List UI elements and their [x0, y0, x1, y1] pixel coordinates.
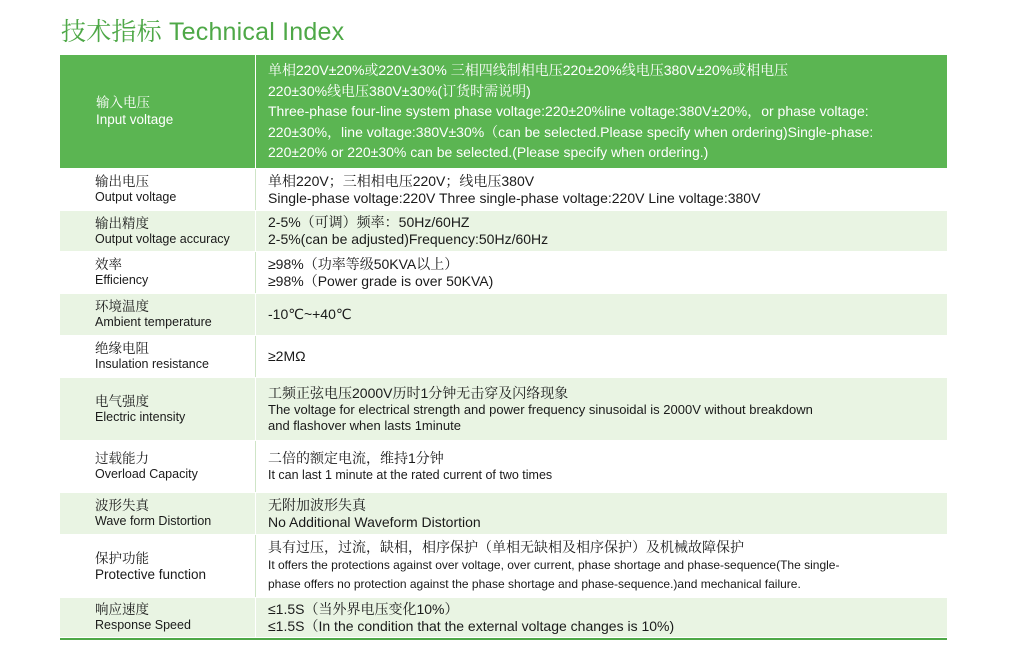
spec-value-line: ≥2MΩ — [268, 348, 306, 364]
spec-row-ambient-temperature — [60, 294, 947, 336]
spec-label-cn: 环境温度 — [95, 299, 149, 314]
spec-label-en: Input voltage — [96, 112, 174, 127]
spec-value-line: It can last 1 minute at the rated current of two times — [268, 468, 553, 482]
spec-label-en: Output voltage accuracy — [95, 231, 230, 246]
spec-label — [60, 535, 256, 597]
spec-label-en: Output voltage — [95, 190, 177, 204]
spec-label-en: Response Speed — [95, 618, 191, 632]
spec-label-cn: 响应速度 — [95, 602, 149, 617]
spec-label — [60, 378, 256, 440]
spec-value-line: 220±30%线电压380V±30%(订货时需说明) — [268, 82, 531, 99]
spec-value — [256, 169, 947, 210]
spec-value — [256, 55, 947, 168]
spec-value-line: 工频正弦电压2000V历时1分钟无击穿及闪络现象 — [268, 384, 569, 401]
spec-value — [256, 211, 947, 251]
spec-value-line: 2-5%(can be adjusted)Frequency:50Hz/60Hz — [268, 231, 549, 247]
spec-label-cn: 绝缘电阻 — [95, 341, 149, 356]
spec-label — [60, 336, 256, 377]
spec-value-line: -10℃~+40℃ — [268, 306, 352, 322]
spec-value-line: The voltage for electrical strength and power frequency sinusoidal is 2000V without breakdown — [268, 401, 813, 417]
spec-label-en: Insulation resistance — [95, 357, 209, 371]
spec-value-line: phase offers no protection against the phase shortage and phase-sequence.)and mechanical failure. — [268, 576, 801, 591]
spec-value-line: ≥98%（Power grade is over 50KVA) — [268, 272, 494, 289]
spec-label-en: Ambient temperature — [95, 315, 212, 329]
spec-label-cn: 过载能力 — [95, 451, 149, 466]
spec-value-line: ≤1.5S（In the condition that the external voltage changes is 10%) — [268, 617, 675, 634]
spec-row-response-speed — [60, 598, 947, 638]
spec-table — [60, 55, 947, 640]
spec-value-line: It offers the protections against over voltage, over current, phase shortage and phase-sequence(The single- — [268, 557, 840, 572]
spec-label — [60, 598, 256, 637]
spec-row-insulation-resistance — [60, 336, 947, 378]
spec-value — [256, 336, 947, 377]
spec-label-cn: 效率 — [95, 257, 122, 272]
spec-value-line: 具有过压，过流，缺相，相序保护（单相无缺相及相序保护）及机械故障保护 — [268, 538, 744, 555]
spec-row-electric-intensity — [60, 378, 947, 441]
spec-row-input-voltage — [60, 55, 947, 169]
spec-value-line: 单相220V；三相相电压220V；线电压380V — [268, 172, 535, 189]
spec-value-line: 220±20% or 220±30% can be selected.(Please specify when ordering.) — [268, 144, 709, 161]
spec-value-line: 无附加波形失真 — [268, 496, 366, 513]
spec-label-cn: 输出精度 — [95, 215, 149, 231]
spec-value-line: 220±30%，line voltage:380V±30%（can be selected.Please specify when ordering)Single-phase: — [268, 123, 874, 140]
spec-value-line: and flashover when lasts 1minute — [268, 417, 461, 433]
spec-label — [60, 169, 256, 210]
spec-label — [60, 211, 256, 251]
spec-value-line: Three-phase four-line system phase voltage:220±20%line voltage:380V±20%，or phase voltage: — [268, 103, 869, 120]
spec-value-line: Single-phase voltage:220V Three single-phase voltage:220V Line voltage:380V — [268, 189, 761, 206]
spec-label — [60, 252, 256, 293]
spec-row-overload-capacity — [60, 441, 947, 493]
spec-row-efficiency — [60, 252, 947, 294]
spec-label — [60, 55, 256, 168]
spec-label-en: Electric intensity — [95, 409, 186, 424]
spec-value-line: No Additional Waveform Distortion — [268, 513, 481, 530]
spec-label-cn: 保护功能 — [95, 550, 149, 566]
spec-value — [256, 378, 947, 440]
spec-label-cn: 输出电压 — [95, 174, 149, 189]
spec-value-line: ≤1.5S（当外界电压变化10%） — [268, 600, 459, 617]
spec-row-output-voltage — [60, 169, 947, 211]
spec-value-line: 2-5%（可调）频率：50Hz/60HZ — [268, 214, 470, 230]
spec-value — [256, 252, 947, 293]
spec-row-output-accuracy — [60, 211, 947, 252]
spec-value-line: 二倍的额定电流，维持1分钟 — [268, 450, 444, 466]
spec-row-protective-function — [60, 535, 947, 598]
page-title: 技术指标 Technical Index — [61, 18, 345, 46]
spec-value — [256, 441, 947, 492]
spec-label-cn: 波形失真 — [95, 498, 149, 513]
spec-label-cn: 电气强度 — [95, 393, 149, 409]
spec-label — [60, 441, 256, 492]
spec-label — [60, 493, 256, 534]
spec-row-wave-form-distortion — [60, 493, 947, 535]
spec-value-line: 单相220V±20%或220V±30% 三相四线制相电压220±20%线电压380V±20%或相电压 — [268, 62, 789, 79]
spec-label-cn: 输入电压 — [96, 95, 150, 110]
spec-label-en: Protective function — [95, 566, 207, 582]
spec-value-line: ≥98%（功率等级50KVA以上） — [268, 255, 459, 272]
spec-label — [60, 294, 256, 335]
spec-value — [256, 598, 947, 637]
spec-value — [256, 294, 947, 335]
spec-label-en: Wave form Distortion — [95, 514, 212, 528]
spec-value — [256, 535, 947, 597]
spec-label-en: Efficiency — [95, 273, 149, 287]
spec-value — [256, 493, 947, 534]
spec-label-en: Overload Capacity — [95, 467, 198, 481]
